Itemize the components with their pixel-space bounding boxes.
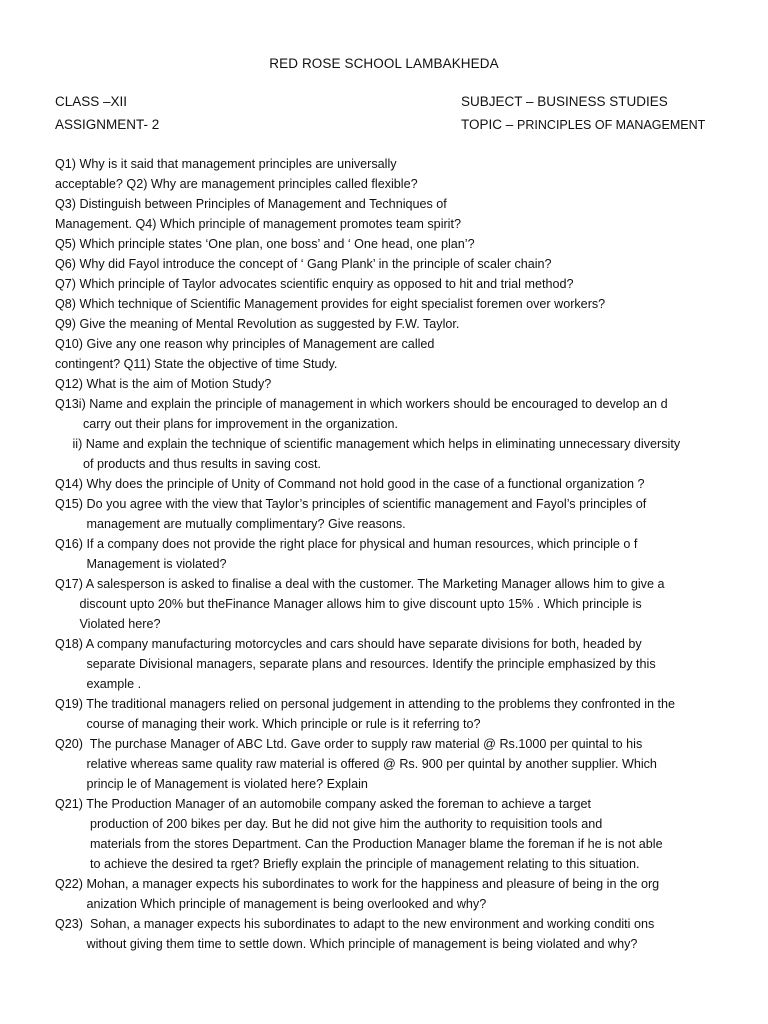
question-line: Q17) A salesperson is asked to finalise a deal with the customer. The Marketing Manager allows him to give a (55, 577, 665, 591)
question-line: Q13i) Name and explain the principle of management in which workers should be encouraged to develop an d (55, 397, 668, 411)
topic-prefix: TOPIC – (461, 117, 514, 132)
question-line: discount upto 20% but theFinance Manager allows him to give discount upto 15% . Which principle is (55, 597, 642, 611)
question-line: Q23) Sohan, a manager expects his subordinates to adapt to the new environment and working conditi ons (55, 917, 655, 931)
question-line: relative whereas same quality raw material is offered @ Rs. 900 per quintal by another supplier. Which (55, 757, 657, 771)
question-line: to achieve the desired ta rget? Briefly explain the principle of management relating to this situation. (55, 857, 640, 871)
question-line: Q22) Mohan, a manager expects his subordinates to work for the happiness and pleasure of being in the org (55, 877, 660, 891)
question-line: Q10) Give any one reason why principles of Management are called (55, 337, 435, 351)
question-line: Q18) A company manufacturing motorcycles and cars should have separate divisions for both, headed by (55, 637, 642, 651)
question-line: Q14) Why does the principle of Unity of Command not hold good in the case of a functional organization ? (55, 477, 645, 491)
question-line: princip le of Management is violated here? Explain (55, 777, 368, 791)
subject-label: SUBJECT – BUSINESS STUDIES (461, 94, 668, 109)
assignment-label: ASSIGNMENT- 2 (55, 117, 160, 132)
question-line: Q16) If a company does not provide the right place for physical and human resources, which principle o f (55, 537, 638, 551)
question-line: Q1) Why is it said that management principles are universally (55, 157, 397, 171)
topic-title: PRINCIPLES OF MANAGEMENT (517, 118, 706, 132)
question-line: Q5) Which principle states ‘One plan, one boss’ and ‘ One head, one plan’? (55, 237, 475, 251)
question-line: carry out their plans for improvement in the organization. (55, 417, 398, 431)
question-line: Q20) The purchase Manager of ABC Ltd. Gave order to supply raw material @ Rs.1000 per quintal to his (55, 737, 643, 751)
question-line: anization Which principle of management is being overlooked and why? (55, 897, 487, 911)
question-line: Q19) The traditional managers relied on personal judgement in attending to the problems they confronted in the (55, 697, 676, 711)
question-line: Q7) Which principle of Taylor advocates scientific enquiry as opposed to hit and trial method? (55, 277, 574, 291)
question-line: without giving them time to settle down. Which principle of management is being violated and why? (55, 937, 638, 951)
class-label: CLASS –XII (55, 94, 128, 109)
question-line: Management is violated? (55, 557, 227, 571)
question-line: separate Divisional managers, separate plans and resources. Identify the principle emphasized by this (55, 657, 656, 671)
question-line: Violated here? (55, 617, 161, 631)
question-line: Q8) Which technique of Scientific Management provides for eight specialist foremen over workers? (55, 297, 606, 311)
question-line: Q6) Why did Fayol introduce the concept of ‘ Gang Plank’ in the principle of scaler chain? (55, 257, 552, 271)
question-line: acceptable? Q2) Why are management principles called flexible? (55, 177, 418, 191)
question-line: contingent? Q11) State the objective of time Study. (55, 357, 338, 371)
question-line: materials from the stores Department. Can the Production Manager blame the foreman if he is not able (55, 837, 663, 851)
question-line: management are mutually complimentary? Give reasons. (55, 517, 406, 531)
question-line: of products and thus results in saving cost. (55, 457, 321, 471)
topic-label (461, 117, 705, 132)
question-line: ii) Name and explain the technique of scientific management which helps in eliminating unnecessary diversity (55, 437, 681, 451)
question-line: Q12) What is the aim of Motion Study? (55, 377, 272, 391)
question-line: Q15) Do you agree with the view that Taylor’s principles of scientific management and Fayol’s principles of (55, 497, 647, 511)
question-line: Management. Q4) Which principle of management promotes team spirit? (55, 217, 461, 231)
question-line: Q21) The Production Manager of an automobile company asked the foreman to achieve a target (55, 797, 592, 811)
questions-list (55, 154, 728, 954)
question-line: production of 200 bikes per day. But he did not give him the authority to requisition tools and (55, 817, 603, 831)
question-line: Q9) Give the meaning of Mental Revolution as suggested by F.W. Taylor. (55, 317, 460, 331)
school-name: RED ROSE SCHOOL LAMBAKHEDA (269, 56, 499, 71)
question-line: example . (55, 677, 142, 691)
question-line: course of managing their work. Which principle or rule is it referring to? (55, 717, 481, 731)
question-line: Q3) Distinguish between Principles of Management and Techniques of (55, 197, 447, 211)
